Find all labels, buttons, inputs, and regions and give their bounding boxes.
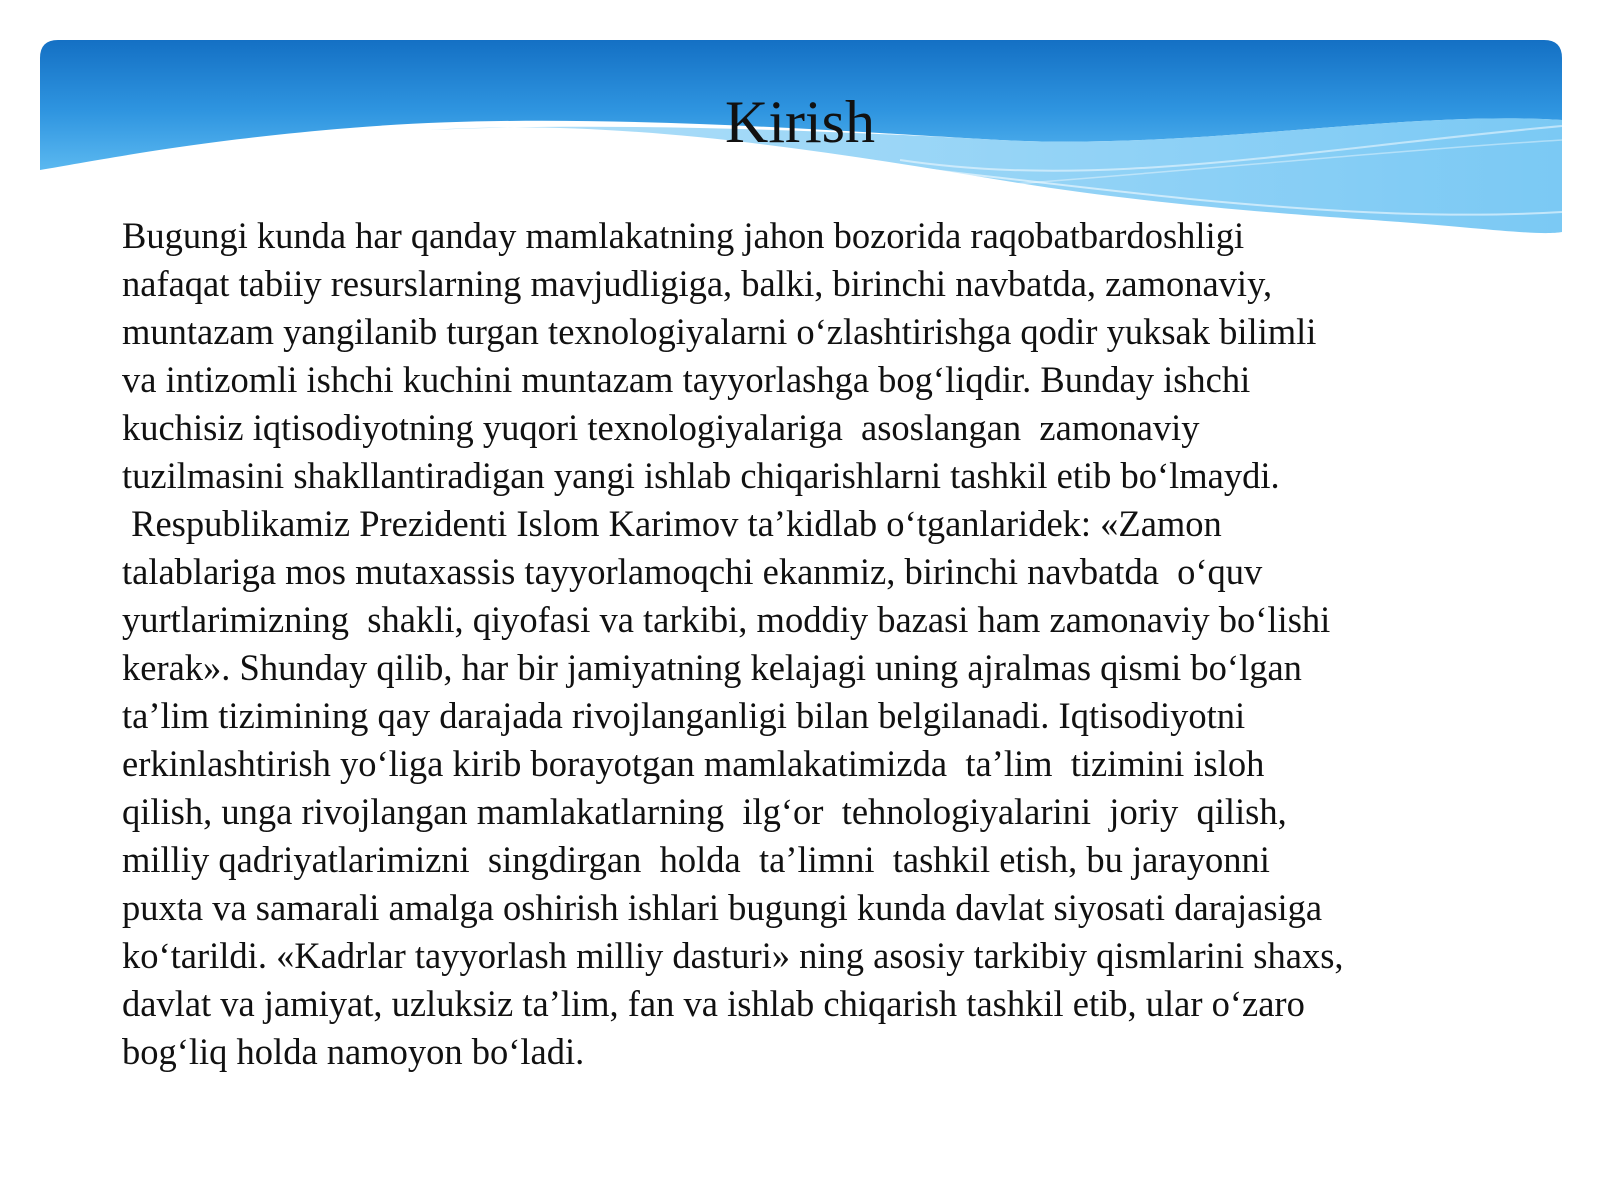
body-text-line: yurtlarimizning shakli, qiyofasi va tarkibi, moddiy bazasi ham zamonaviy boʻlishi [122,599,1331,640]
body-text-line: davlat va jamiyat, uzluksiz ta’lim, fan va ishlab chiqarish tashkil etib, ular oʻzaro [122,983,1305,1024]
body-text-line: va intizomli ishchi kuchini muntazam tayyorlashga bogʻliqdir. Bunday ishchi [122,359,1251,400]
body-text-line: muntazam yangilanib turgan texnologiyalarni oʻzlashtirishga qodir yuksak bilimli [122,311,1317,352]
slide-title: Kirish [725,89,875,155]
body-text [122,212,1482,1076]
body-text-line: milliy qadriyatlarimizni singdirgan holda ta’limni tashkil etish, bu jarayonni [122,839,1270,880]
body-text-line: erkinlashtirish yoʻliga kirib borayotgan mamlakatimizda ta’lim tizimini isloh [122,743,1265,784]
body-text-line: ta’lim tizimining qay darajada rivojlanganligi bilan belgilanadi. Iqtisodiyotni [122,695,1246,736]
body-text-line: qilish, unga rivojlangan mamlakatlarning ilgʻor tehnologiyalarini joriy qilish, [122,791,1287,832]
body-text-line: bogʻliq holda namoyon boʻladi. [122,1031,585,1072]
body-text-line: kerak». Shunday qilib, har bir jamiyatning kelajagi uning ajralmas qismi boʻlgan [122,647,1302,688]
body-text-line: talablariga mos mutaxassis tayyorlamoqchi ekanmiz, birinchi navbatda oʻquv [122,551,1263,592]
body-text-line: koʻtarildi. «Kadrlar tayyorlash milliy dasturi» ning asosiy tarkibiy qismlarini shaxs, [122,935,1344,976]
body-text-line: puxta va samarali amalga oshirish ishlari bugungi kunda davlat siyosati darajasiga [122,887,1323,928]
body-text-line: Respublikamiz Prezidenti Islom Karimov ta’kidlab oʻtganlaridek: «Zamon [122,503,1222,544]
body-text-line: Bugungi kunda har qanday mamlakatning jahon bozorida raqobatbardoshligi [122,215,1245,256]
body-text-line: nafaqat tabiiy resurslarning mavjudligiga, balki, birinchi navbatda, zamonaviy, [122,263,1273,304]
body-text-line: tuzilmasini shakllantiradigan yangi ishlab chiqarishlarni tashkil etib boʻlmaydi. [122,455,1280,496]
body-text-line: kuchisiz iqtisodiyotning yuqori texnologiyalariga asoslangan zamonaviy [122,407,1200,448]
